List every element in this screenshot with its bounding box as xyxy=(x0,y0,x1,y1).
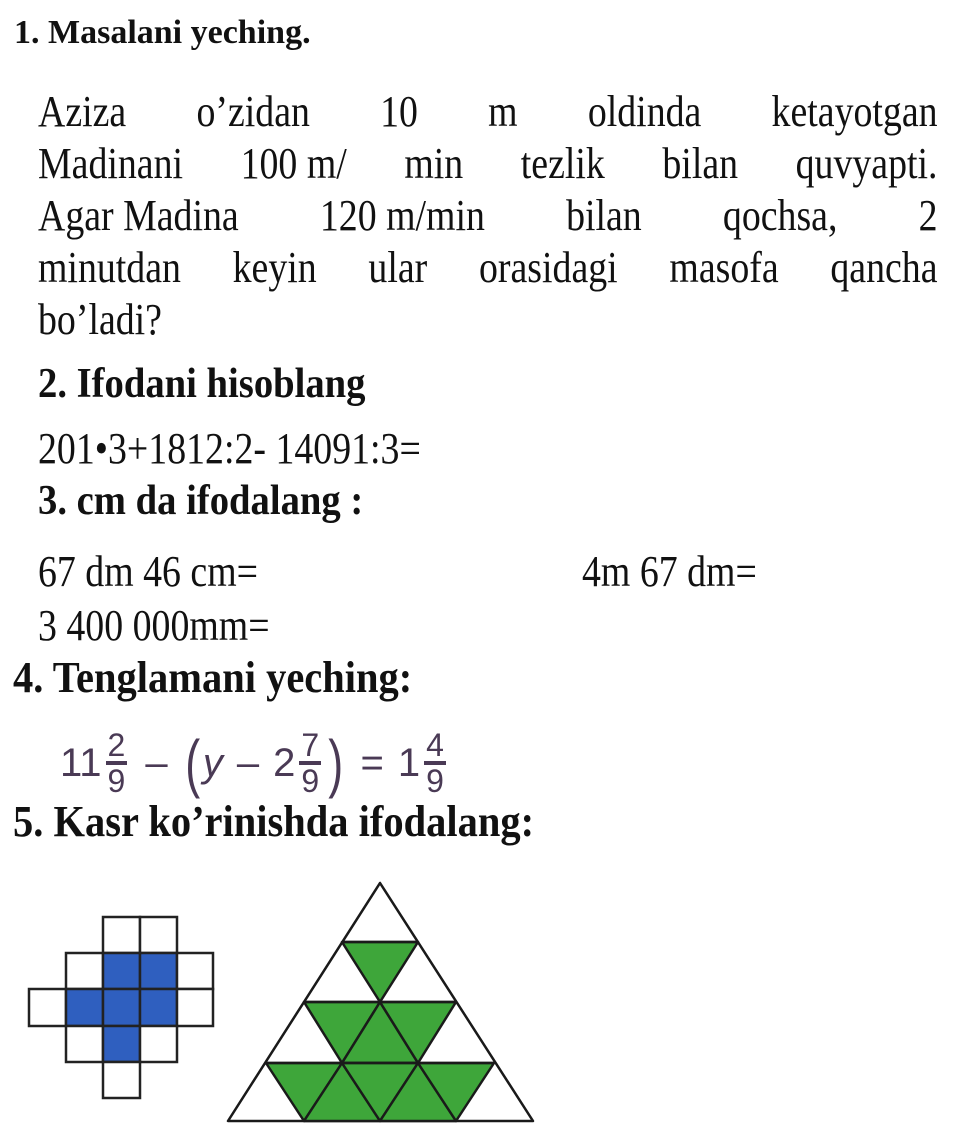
whole-1: 1 xyxy=(397,740,421,785)
word: minutdan xyxy=(38,243,181,292)
task-4-equation xyxy=(60,718,450,808)
word: 2 xyxy=(918,191,938,240)
task-3-heading: 3. cm da ifodalang : xyxy=(38,478,364,524)
grid-cell-shaded xyxy=(103,1026,140,1062)
task-3-item-2: 4m 67 dm= xyxy=(582,547,757,596)
word: bilan xyxy=(662,139,739,188)
task-2-heading: 2. Ifodani hisoblang xyxy=(38,361,366,407)
word: qochsa, xyxy=(722,191,838,240)
fraction-2-9 xyxy=(106,729,128,797)
square-grid-figure xyxy=(26,914,216,1104)
grid-cell-shaded xyxy=(103,989,140,1026)
word: o’zidan xyxy=(196,87,310,136)
word: keyin xyxy=(232,243,317,292)
word: bilan xyxy=(566,191,642,240)
grid-cell-shaded xyxy=(140,989,177,1026)
open-paren: ( xyxy=(184,727,200,799)
word: Agar Madina xyxy=(38,191,239,240)
word: 120 m/min xyxy=(319,191,485,240)
word: bo’ladi? xyxy=(38,295,162,344)
grid-cell xyxy=(177,989,213,1026)
minus-sign: – xyxy=(145,740,168,785)
word: Aziza xyxy=(38,87,127,136)
close-paren: ) xyxy=(328,727,344,799)
whole-11: 11 xyxy=(60,740,102,785)
word: Madinani xyxy=(38,139,184,188)
grid-cell xyxy=(103,917,140,953)
word: ular xyxy=(368,243,428,292)
task-3-item-3: 3 400 000mm= xyxy=(38,601,270,650)
word: qancha xyxy=(830,243,938,292)
task-1-heading: 1. Masalani yeching. xyxy=(14,14,311,51)
variable-y: y xyxy=(202,740,223,785)
denominator: 9 xyxy=(107,763,126,799)
grid-cell xyxy=(66,953,103,989)
task-1-problem-text xyxy=(38,86,938,346)
word: masofa xyxy=(669,243,779,292)
equals-sign: = xyxy=(360,740,384,785)
word: 10 xyxy=(380,87,418,136)
word: min xyxy=(404,139,464,188)
word: tezlik xyxy=(520,139,605,188)
numerator: 2 xyxy=(107,727,126,763)
numerator: 7 xyxy=(301,727,320,763)
minus-sign: – xyxy=(236,740,260,785)
word: m xyxy=(488,87,518,136)
task-4-heading: 4. Tenglamani yeching: xyxy=(13,653,413,702)
word: ketayotgan xyxy=(771,87,938,136)
grid-cell xyxy=(103,1062,140,1098)
denominator: 9 xyxy=(301,763,320,799)
grid-cell xyxy=(140,917,177,953)
problem-line-3 xyxy=(38,190,938,242)
numerator: 4 xyxy=(426,727,444,763)
problem-line-2 xyxy=(38,138,938,190)
word: orasidagi xyxy=(478,243,618,292)
grid-cell xyxy=(177,953,213,989)
grid-cell xyxy=(29,989,66,1026)
word: oldinda xyxy=(587,87,702,136)
fraction-4-9 xyxy=(424,729,446,797)
word: quvyapti. xyxy=(795,139,938,188)
task-5-heading: 5. Kasr ko’rinishda ifodalang: xyxy=(13,797,535,846)
problem-line-4 xyxy=(38,242,938,294)
task-2-expression: 201•3+1812:2- 14091:3= xyxy=(38,424,421,473)
grid-cell-shaded xyxy=(66,989,103,1026)
word: 100 m/ xyxy=(240,139,347,188)
grid-cell xyxy=(66,1026,103,1062)
task-3-item-1: 67 dm 46 cm= xyxy=(38,547,258,596)
grid-cell xyxy=(140,1026,177,1062)
triangle-grid-figure xyxy=(220,876,542,1128)
problem-line-1 xyxy=(38,86,938,138)
whole-2: 2 xyxy=(273,740,296,785)
grid-cell-shaded xyxy=(103,953,140,989)
denominator: 9 xyxy=(426,763,444,799)
fraction-7-9 xyxy=(299,729,321,797)
grid-cell-shaded xyxy=(140,953,177,989)
problem-line-5 xyxy=(38,294,162,346)
